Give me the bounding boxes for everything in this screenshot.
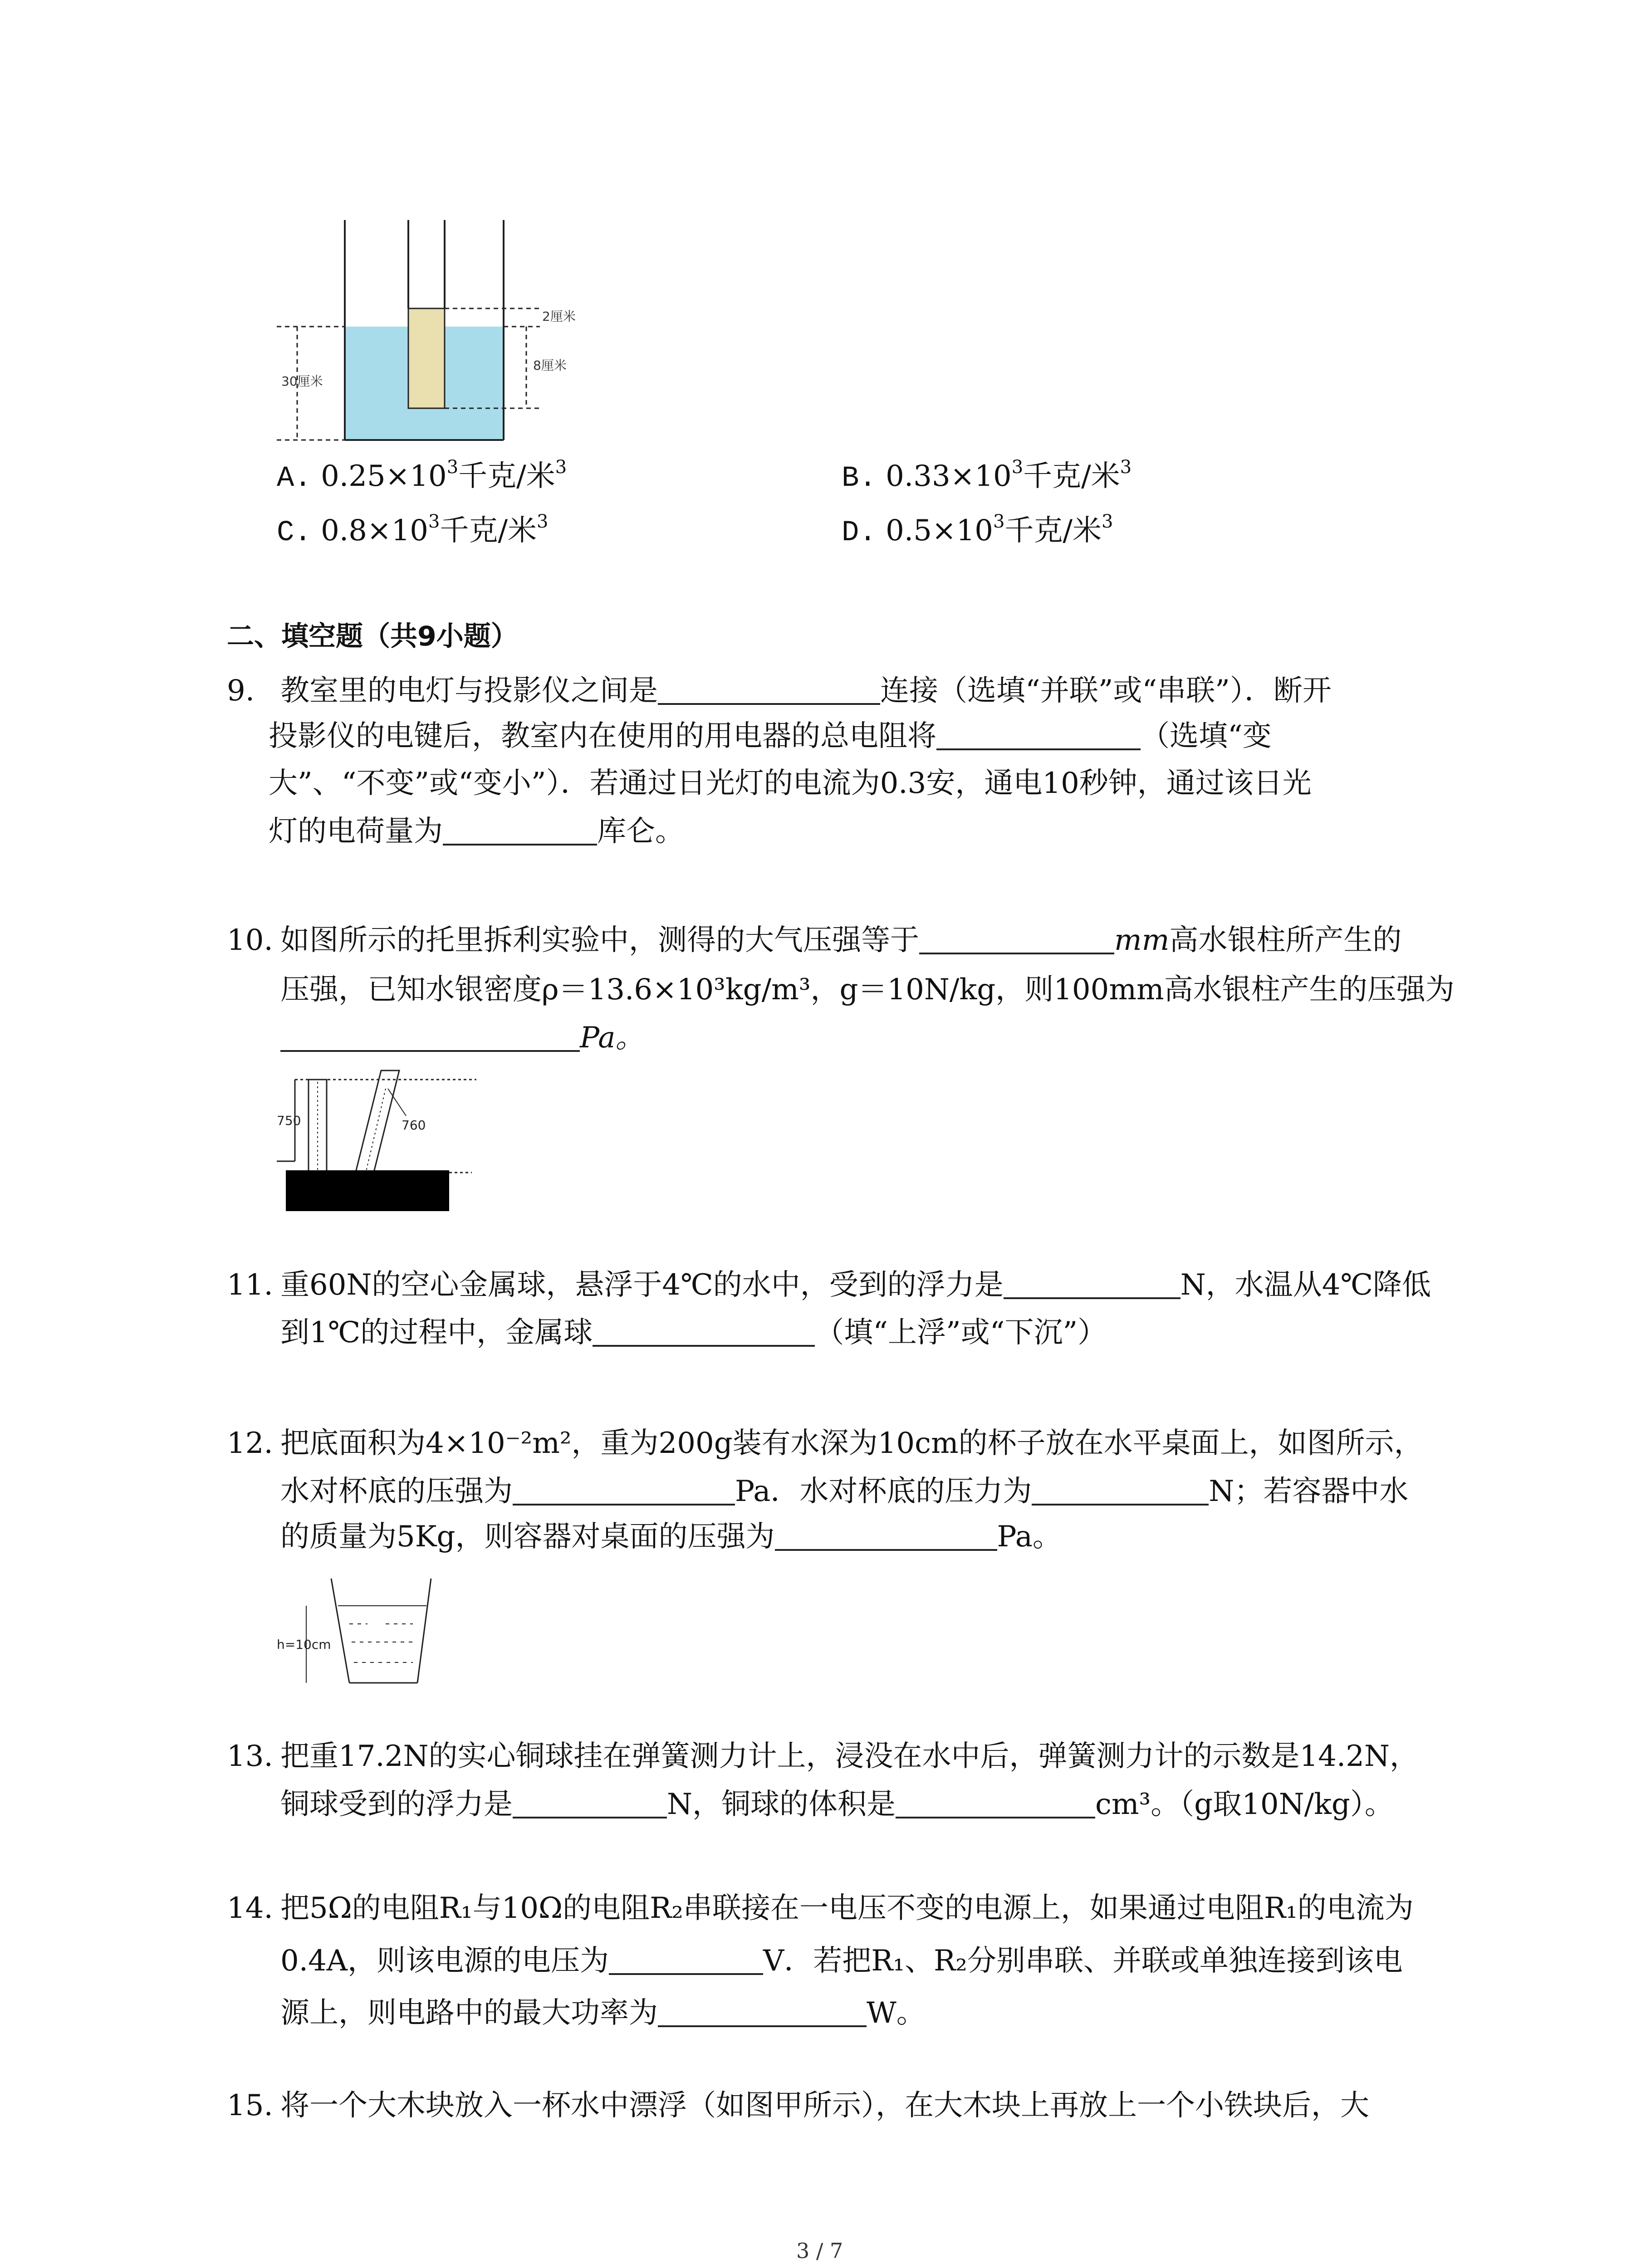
label-750: 750	[277, 1113, 301, 1128]
answer-blank[interactable]	[513, 1476, 735, 1505]
question-number: 12.	[227, 1427, 273, 1460]
answer-blank[interactable]	[775, 1522, 997, 1551]
question-12-line-3: 的质量为5Kg，则容器对桌面的压强为 Pa。	[280, 1520, 1062, 1554]
wood-block	[408, 308, 445, 408]
figure-cup	[277, 1574, 440, 1687]
question-11: 11. 重60N的空心金属球，悬浮于4℃的水中，受到的浮力是 N，水温从4℃降低	[227, 1268, 1431, 1302]
figure-torricelli	[277, 1061, 476, 1211]
answer-blank[interactable]	[280, 1023, 580, 1052]
question-9-line-4: 灯的电荷量为 库仑。	[269, 815, 684, 848]
question-number: 13.	[227, 1740, 273, 1773]
question-12: 12. 把底面积为4×10⁻²m²，重为200g装有水深为10cm的杯子放在水平桌面上，如图所示，	[227, 1427, 1423, 1460]
answer-blank[interactable]	[609, 1946, 763, 1975]
question-13-line-2: 铜球受到的浮力是 N，铜球的体积是 cm³。（g取10N/kg）。	[280, 1788, 1394, 1821]
answer-blank[interactable]	[593, 1318, 815, 1347]
question-14: 14. 把5Ω的电阻R₁与10Ω的电阻R₂串联接在一电压不变的电源上，如果通过电阻R₁的电流为	[227, 1892, 1414, 1925]
page-number: 3 / 7	[796, 2239, 843, 2263]
figure-wood-block	[268, 215, 585, 456]
option-d[interactable]: D. $0.5\times 10^3$千克/米$^3$	[842, 511, 1113, 549]
answer-blank[interactable]	[936, 721, 1141, 750]
question-12-line-2: 水对杯底的压强为 Pa．水对杯底的压力为 N；若容器中水	[280, 1475, 1409, 1508]
question-14-line-2: 0.4A，则该电源的电压为 V．若把R₁、R₂分别串联、并联或单独连接到该电	[280, 1944, 1403, 1978]
question-number: 14.	[227, 1892, 273, 1925]
question-number: 9.	[227, 674, 255, 708]
option-c[interactable]: C. $0.8\times 10^3$千克/米$^3$	[277, 511, 549, 549]
question-15: 15. 将一个大木块放入一杯水中漂浮（如图甲所示），在大木块上再放上一个小铁块后，大	[227, 2089, 1369, 2122]
question-9-line-2: 投影仪的电键后，教室内在使用的用电器的总电阻将 （选填“变	[269, 719, 1272, 753]
question-9-line-3: 大”、“不变”或“变小”）．若通过日光灯的电流为0.3安，通电10秒钟，通过该日光	[269, 767, 1312, 800]
section-title: 二、填空题（共9小题）	[227, 621, 518, 652]
answer-blank[interactable]	[1004, 1270, 1181, 1299]
option-b[interactable]: B. $0.33\times 10^3$千克/米$^3$	[842, 457, 1132, 495]
answer-blank[interactable]	[896, 1789, 1095, 1818]
question-9: 9. 教室里的电灯与投影仪之间是 连接（选填“并联”或“串联”）．断开	[227, 674, 1332, 708]
answer-blank[interactable]	[658, 676, 880, 705]
question-11-line-2: 到1℃的过程中，金属球 （填“上浮”或“下沉”）	[280, 1316, 1107, 1349]
label-30cm: 30厘米	[281, 374, 323, 389]
answer-blank[interactable]	[443, 816, 597, 846]
question-number: 10.	[227, 924, 273, 957]
question-10: 10. 如图所示的托里拆利实验中，测得的大气压强等于 mm高水银柱所产生的	[227, 924, 1402, 957]
question-14-line-3: 源上，则电路中的最大功率为 W。	[280, 1996, 926, 2030]
mercury-trough	[286, 1170, 449, 1211]
question-number: 15.	[227, 2089, 273, 2122]
question-13: 13. 把重17.2N的实心铜球挂在弹簧测力计上，浸没在水中后，弹簧测力计的示数是14.2N，	[227, 1740, 1419, 1773]
question-number: 11.	[227, 1268, 273, 1302]
label-h: h=10cm	[277, 1637, 331, 1652]
label-8cm: 8厘米	[533, 358, 567, 373]
answer-blank[interactable]	[1032, 1476, 1209, 1505]
label-2cm: 2厘米	[542, 309, 576, 324]
answer-blank[interactable]	[658, 1998, 867, 2027]
label-760: 760	[402, 1118, 426, 1133]
answer-blank[interactable]	[919, 925, 1114, 954]
question-10-line-2: 压强，已知水银密度ρ＝13.6×10³kg/m³，g＝10N/kg，则100mm高水银柱产生的压强为	[280, 973, 1455, 1007]
question-10-line-3: Pa。	[280, 1023, 644, 1052]
answer-blank[interactable]	[513, 1789, 667, 1818]
option-a[interactable]: A. $0.25\times 10^3$千克/米$^3$	[277, 457, 567, 495]
